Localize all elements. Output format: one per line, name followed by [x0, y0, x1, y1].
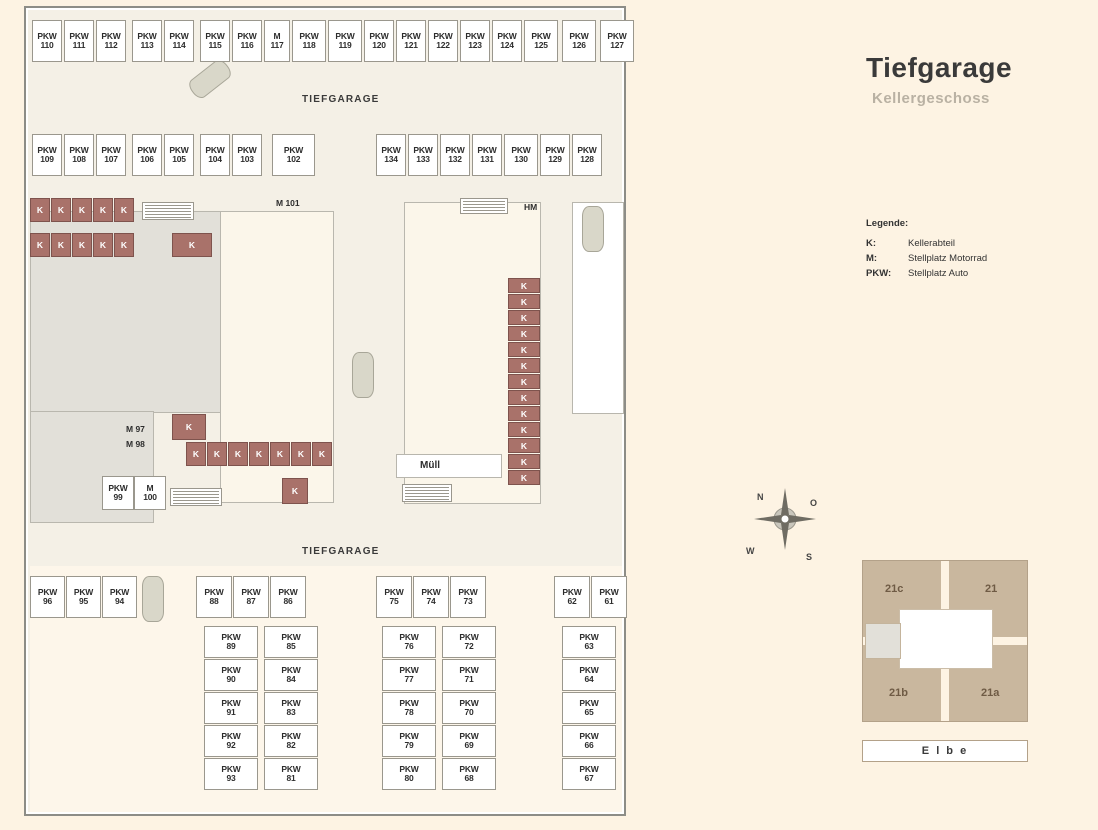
storage-unit[interactable]: K [51, 233, 71, 257]
parking-space-number: 88 [209, 596, 219, 606]
storage-unit[interactable]: K [508, 358, 540, 373]
parking-space-number: 72 [464, 641, 474, 651]
parking-space-number: 110 [40, 40, 54, 50]
storage-unit[interactable]: K [172, 414, 206, 440]
storage-unit[interactable]: K [508, 374, 540, 389]
storage-unit[interactable]: K [508, 342, 540, 357]
legend-text: Kellerabteil [908, 238, 955, 249]
parking-space-112[interactable] [96, 20, 126, 62]
floor-plan [24, 6, 626, 816]
parking-space-type: PKW [281, 698, 301, 709]
parking-space-61[interactable] [591, 576, 627, 618]
parking-space-number: 116 [240, 40, 254, 50]
parking-space-number: 80 [404, 773, 414, 783]
garage-label-top: TIEFGARAGE [302, 94, 380, 105]
parking-space-type: PKW [169, 145, 189, 156]
parking-space-number: 90 [226, 674, 236, 684]
parking-space-type: PKW [569, 31, 589, 42]
parking-space-68[interactable] [442, 758, 496, 790]
parking-space-130[interactable] [504, 134, 538, 176]
legend-key: K: [866, 238, 877, 249]
parking-space-type: PKW [221, 731, 241, 742]
parking-space-90[interactable] [204, 659, 258, 691]
parking-space-129[interactable] [540, 134, 570, 176]
parking-space-type: PKW [108, 483, 128, 494]
parking-space-type: PKW [477, 145, 497, 156]
parking-space-number: 66 [584, 740, 594, 750]
parking-space-65[interactable] [562, 692, 616, 724]
storage-unit[interactable]: K [228, 442, 248, 466]
parking-space-99[interactable] [102, 476, 134, 510]
label-muell: Müll [420, 460, 440, 471]
storage-unit[interactable]: K [508, 278, 540, 293]
parking-space-number: 81 [286, 773, 296, 783]
parking-space-number: 109 [40, 154, 54, 164]
parking-space-106[interactable] [132, 134, 162, 176]
parking-space-number: 125 [534, 40, 548, 50]
parking-space-type: PKW [37, 145, 57, 156]
parking-space-number: 131 [480, 154, 494, 164]
parking-space-78[interactable] [382, 692, 436, 724]
parking-space-number: 78 [404, 707, 414, 717]
parking-space-number: 133 [416, 154, 430, 164]
parking-space-number: 112 [104, 40, 118, 50]
storage-unit[interactable]: K [508, 438, 540, 453]
compass-label-s: S [806, 552, 813, 562]
parking-space-type: PKW [459, 731, 479, 742]
storage-unit[interactable]: K [30, 198, 50, 222]
label-m101: M 101 [276, 198, 300, 208]
parking-space-96[interactable] [30, 576, 65, 618]
parking-space-73[interactable] [450, 576, 486, 618]
parking-space-type: PKW [445, 145, 465, 156]
parking-space-95[interactable] [66, 576, 101, 618]
parking-space-number: 65 [584, 707, 594, 717]
parking-space-84[interactable] [264, 659, 318, 691]
parking-space-125[interactable] [524, 20, 558, 62]
storage-unit[interactable]: K [93, 198, 113, 222]
parking-space-type: PKW [579, 632, 599, 643]
parking-space-number: 73 [463, 596, 473, 606]
parking-space-number: 64 [584, 674, 594, 684]
parking-space-type: PKW [241, 587, 261, 598]
compass-label-n: N [757, 492, 764, 502]
parking-space-number: 82 [286, 740, 296, 750]
page-subtitle: Kellergeschoss [872, 90, 990, 107]
parking-space-type: PKW [579, 731, 599, 742]
parking-space-type: PKW [421, 587, 441, 598]
parking-space-number: 117 [270, 40, 284, 50]
parking-space-type: PKW [137, 31, 157, 42]
parking-space-number: 91 [226, 707, 236, 717]
parking-space-type: PKW [399, 731, 419, 742]
parking-space-64[interactable] [562, 659, 616, 691]
parking-space-number: 63 [584, 641, 594, 651]
compass-label-o: O [810, 498, 818, 508]
legend-heading: Legende: [866, 218, 909, 229]
parking-space-number: 79 [404, 740, 414, 750]
parking-space-102[interactable] [272, 134, 315, 176]
parking-space-number: 92 [226, 740, 236, 750]
parking-space-number: 100 [143, 492, 157, 502]
parking-space-93[interactable] [204, 758, 258, 790]
parking-space-83[interactable] [264, 692, 318, 724]
parking-space-118[interactable] [292, 20, 326, 62]
parking-space-127[interactable] [600, 20, 634, 62]
parking-space-number: 89 [226, 641, 236, 651]
parking-space-116[interactable] [232, 20, 262, 62]
parking-space-70[interactable] [442, 692, 496, 724]
parking-space-type: PKW [221, 764, 241, 775]
parking-space-number: 103 [240, 154, 254, 164]
parking-space-114[interactable] [164, 20, 194, 62]
parking-space-type: PKW [299, 31, 319, 42]
label-hm: HM [524, 202, 538, 212]
parking-space-number: 62 [567, 596, 577, 606]
parking-space-81[interactable] [264, 758, 318, 790]
parking-space-type: PKW [579, 665, 599, 676]
parking-space-89[interactable] [204, 626, 258, 658]
parking-space-type: PKW [497, 31, 517, 42]
storage-unit[interactable]: K [270, 442, 290, 466]
parking-space-number: 76 [404, 641, 414, 651]
parking-space-number: 84 [286, 674, 296, 684]
parking-space-type: PKW [384, 587, 404, 598]
parking-space-107[interactable] [96, 134, 126, 176]
storage-unit[interactable]: K [282, 478, 308, 504]
storage-unit[interactable]: K [93, 233, 113, 257]
legend-row [866, 266, 987, 281]
storage-unit[interactable]: K [508, 390, 540, 405]
parking-space-number: 71 [464, 674, 474, 684]
legend-text: Stellplatz Motorrad [908, 253, 988, 264]
legend [866, 218, 987, 281]
stairs-top-right [460, 198, 508, 214]
car-icon-bottom [142, 576, 164, 622]
site-quadrant-21c: 21c [885, 583, 904, 595]
parking-space-type: PKW [278, 587, 298, 598]
car-icon-middle [352, 352, 374, 398]
parking-space-type: PKW [511, 145, 531, 156]
label-m97: M 97 [126, 424, 145, 434]
parking-space-124[interactable] [492, 20, 522, 62]
parking-space-type: PKW [459, 764, 479, 775]
parking-space-type: PKW [401, 31, 421, 42]
parking-space-63[interactable] [562, 626, 616, 658]
parking-space-number: 119 [338, 40, 352, 50]
parking-space-type: PKW [531, 31, 551, 42]
storage-unit[interactable]: K [508, 470, 540, 485]
storage-unit[interactable]: K [114, 198, 134, 222]
parking-space-number: 118 [302, 40, 316, 50]
parking-space-type: PKW [459, 665, 479, 676]
parking-space-66[interactable] [562, 725, 616, 757]
parking-space-113[interactable] [132, 20, 162, 62]
storage-unit[interactable]: K [207, 442, 227, 466]
parking-space-type: PKW [413, 145, 433, 156]
parking-space-number: 130 [514, 154, 528, 164]
parking-space-number: 77 [404, 674, 414, 684]
parking-space-type: PKW [399, 764, 419, 775]
parking-space-79[interactable] [382, 725, 436, 757]
parking-space-number: 75 [389, 596, 399, 606]
parking-space-type: PKW [369, 31, 389, 42]
legend-row [866, 236, 987, 251]
storage-unit[interactable]: K [508, 406, 540, 421]
parking-space-type: PKW [221, 698, 241, 709]
parking-space-type: PKW [221, 665, 241, 676]
parking-space-number: 126 [572, 40, 586, 50]
site-quadrant-21: 21 [985, 583, 998, 595]
storage-unit[interactable]: K [249, 442, 269, 466]
parking-space-number: 106 [140, 154, 154, 164]
parking-space-type: PKW [465, 31, 485, 42]
parking-space-number: 120 [372, 40, 386, 50]
parking-space-132[interactable] [440, 134, 470, 176]
compass-label-w: W [746, 546, 755, 556]
parking-space-number: 121 [404, 40, 418, 50]
storage-unit[interactable]: K [508, 454, 540, 469]
stairs-bottom-left [170, 488, 222, 506]
parking-space-type: PKW [562, 587, 582, 598]
parking-space-number: 123 [468, 40, 482, 50]
parking-space-type: PKW [205, 145, 225, 156]
parking-space-108[interactable] [64, 134, 94, 176]
parking-space-type: PKW [399, 698, 419, 709]
parking-space-type: PKW [281, 764, 301, 775]
site-quadrant-21a: 21a [981, 687, 1000, 699]
parking-space-87[interactable] [233, 576, 269, 618]
parking-space-74[interactable] [413, 576, 449, 618]
parking-space-type: PKW [381, 145, 401, 156]
parking-space-number: 94 [114, 596, 125, 606]
parking-space-121[interactable] [396, 20, 426, 62]
parking-space-number: 115 [208, 40, 222, 50]
parking-space-109[interactable] [32, 134, 62, 176]
parking-space-110[interactable] [32, 20, 62, 62]
parking-space-type: PKW [599, 587, 619, 598]
site-courtyard [899, 609, 993, 669]
storage-unit[interactable]: K [172, 233, 212, 257]
parking-space-type: PKW [459, 632, 479, 643]
parking-space-85[interactable] [264, 626, 318, 658]
parking-space-105[interactable] [164, 134, 194, 176]
parking-space-type: PKW [579, 764, 599, 775]
storage-unit[interactable]: K [508, 310, 540, 325]
parking-space-134[interactable] [376, 134, 406, 176]
page-title: Tiefgarage [866, 52, 1013, 83]
legend-key: M: [866, 253, 878, 264]
parking-space-104[interactable] [200, 134, 230, 176]
parking-space-type: M [146, 483, 154, 494]
parking-space-number: 113 [140, 40, 154, 50]
parking-space-number: 69 [464, 740, 474, 750]
storage-unit[interactable]: K [72, 198, 92, 222]
parking-space-type: PKW [73, 587, 94, 598]
parking-space-type: PKW [109, 587, 130, 598]
parking-space-number: 132 [448, 154, 462, 164]
parking-space-type: PKW [577, 145, 597, 156]
parking-space-72[interactable] [442, 626, 496, 658]
parking-space-number: 74 [426, 596, 436, 606]
parking-space-119[interactable] [328, 20, 362, 62]
parking-space-number: 68 [464, 773, 474, 783]
parking-space-type: PKW [607, 31, 627, 42]
storage-unit[interactable]: K [30, 233, 50, 257]
storage-unit[interactable]: K [312, 442, 332, 466]
parking-space-number: 70 [464, 707, 474, 717]
parking-space-type: PKW [399, 632, 419, 643]
parking-space-type: PKW [169, 31, 189, 42]
parking-space-type: PKW [101, 31, 121, 42]
car-icon-right [582, 206, 604, 252]
label-m98: M 98 [126, 439, 145, 449]
parking-space-type: PKW [458, 587, 478, 598]
parking-space-120[interactable] [364, 20, 394, 62]
site-annex [865, 623, 901, 659]
parking-space-77[interactable] [382, 659, 436, 691]
parking-space-number: 111 [72, 40, 86, 50]
parking-space-128[interactable] [572, 134, 602, 176]
parking-space-type: PKW [545, 145, 565, 156]
storage-unit[interactable]: K [508, 294, 540, 309]
parking-space-type: PKW [204, 587, 224, 598]
parking-space-80[interactable] [382, 758, 436, 790]
parking-space-103[interactable] [232, 134, 262, 176]
parking-space-type: PKW [433, 31, 453, 42]
parking-space-type: PKW [101, 145, 121, 156]
parking-space-number: 87 [246, 596, 256, 606]
parking-space-number: 93 [226, 773, 236, 783]
storage-unit[interactable]: K [508, 326, 540, 341]
parking-space-type: PKW [283, 145, 304, 156]
parking-space-type: PKW [281, 731, 301, 742]
parking-space-number: 67 [584, 773, 594, 783]
storage-unit[interactable]: K [114, 233, 134, 257]
parking-space-type: PKW [281, 665, 301, 676]
parking-space-123[interactable] [460, 20, 490, 62]
parking-space-type: PKW [281, 632, 301, 643]
parking-space-number: 114 [172, 40, 186, 50]
garage-label-bottom: TIEFGARAGE [302, 546, 380, 557]
legend-key: PKW: [866, 268, 892, 279]
parking-space-type: PKW [237, 145, 257, 156]
parking-space-number: 108 [72, 154, 86, 164]
parking-space-number: 99 [113, 492, 123, 502]
parking-space-type: PKW [459, 698, 479, 709]
parking-space-133[interactable] [408, 134, 438, 176]
parking-space-122[interactable] [428, 20, 458, 62]
parking-space-type: PKW [221, 632, 241, 643]
parking-space-71[interactable] [442, 659, 496, 691]
storage-unit[interactable]: K [186, 442, 206, 466]
parking-space-number: 129 [548, 154, 562, 164]
river-label: E l b e [862, 740, 1028, 762]
parking-space-type: PKW [399, 665, 419, 676]
site-plan [862, 560, 1028, 722]
parking-space-number: 122 [436, 40, 450, 50]
parking-space-type: PKW [37, 587, 58, 598]
parking-space-number: 127 [610, 40, 624, 50]
stairs-bottom-right [402, 484, 452, 502]
storage-unit[interactable]: K [291, 442, 311, 466]
parking-space-number: 96 [42, 596, 53, 606]
parking-space-131[interactable] [472, 134, 502, 176]
parking-space-82[interactable] [264, 725, 318, 757]
parking-space-92[interactable] [204, 725, 258, 757]
parking-space-number: 105 [172, 154, 186, 164]
parking-space-type: PKW [69, 145, 89, 156]
parking-space-type: PKW [205, 31, 225, 42]
parking-space-number: 104 [208, 154, 222, 164]
parking-space-100[interactable] [134, 476, 166, 510]
storage-unit[interactable]: K [508, 422, 540, 437]
muell-room [396, 454, 502, 478]
parking-space-number: 95 [78, 596, 89, 606]
parking-space-type: PKW [579, 698, 599, 709]
storage-unit[interactable]: K [51, 198, 71, 222]
parking-space-91[interactable] [204, 692, 258, 724]
parking-space-86[interactable] [270, 576, 306, 618]
parking-space-number: 61 [604, 596, 614, 606]
parking-space-126[interactable] [562, 20, 596, 62]
storage-unit[interactable]: K [72, 233, 92, 257]
parking-space-number: 86 [283, 596, 293, 606]
parking-space-number: 124 [500, 40, 514, 50]
parking-space-69[interactable] [442, 725, 496, 757]
legend-row [866, 251, 987, 266]
parking-space-type: PKW [237, 31, 257, 42]
parking-space-type: PKW [335, 31, 355, 42]
parking-space-type: PKW [37, 31, 57, 42]
parking-space-67[interactable] [562, 758, 616, 790]
parking-space-62[interactable] [554, 576, 590, 618]
parking-space-number: 83 [286, 707, 296, 717]
parking-space-115[interactable] [200, 20, 230, 62]
parking-space-type: PKW [69, 31, 89, 42]
parking-space-number: 107 [104, 154, 118, 164]
site-quadrant-21b: 21b [889, 687, 908, 699]
parking-space-type: PKW [137, 145, 157, 156]
stairs-top-left [142, 202, 194, 220]
parking-space-75[interactable] [376, 576, 412, 618]
parking-space-number: 85 [286, 641, 296, 651]
parking-space-number: 128 [580, 154, 594, 164]
parking-space-number: 102 [286, 154, 301, 164]
parking-space-94[interactable] [102, 576, 137, 618]
parking-space-number: 134 [384, 154, 398, 164]
parking-space-76[interactable] [382, 626, 436, 658]
parking-space-type: M [273, 31, 281, 42]
parking-space-111[interactable] [64, 20, 94, 62]
legend-text: Stellplatz Auto [908, 268, 969, 279]
parking-space-88[interactable] [196, 576, 232, 618]
parking-space-117[interactable] [264, 20, 290, 62]
